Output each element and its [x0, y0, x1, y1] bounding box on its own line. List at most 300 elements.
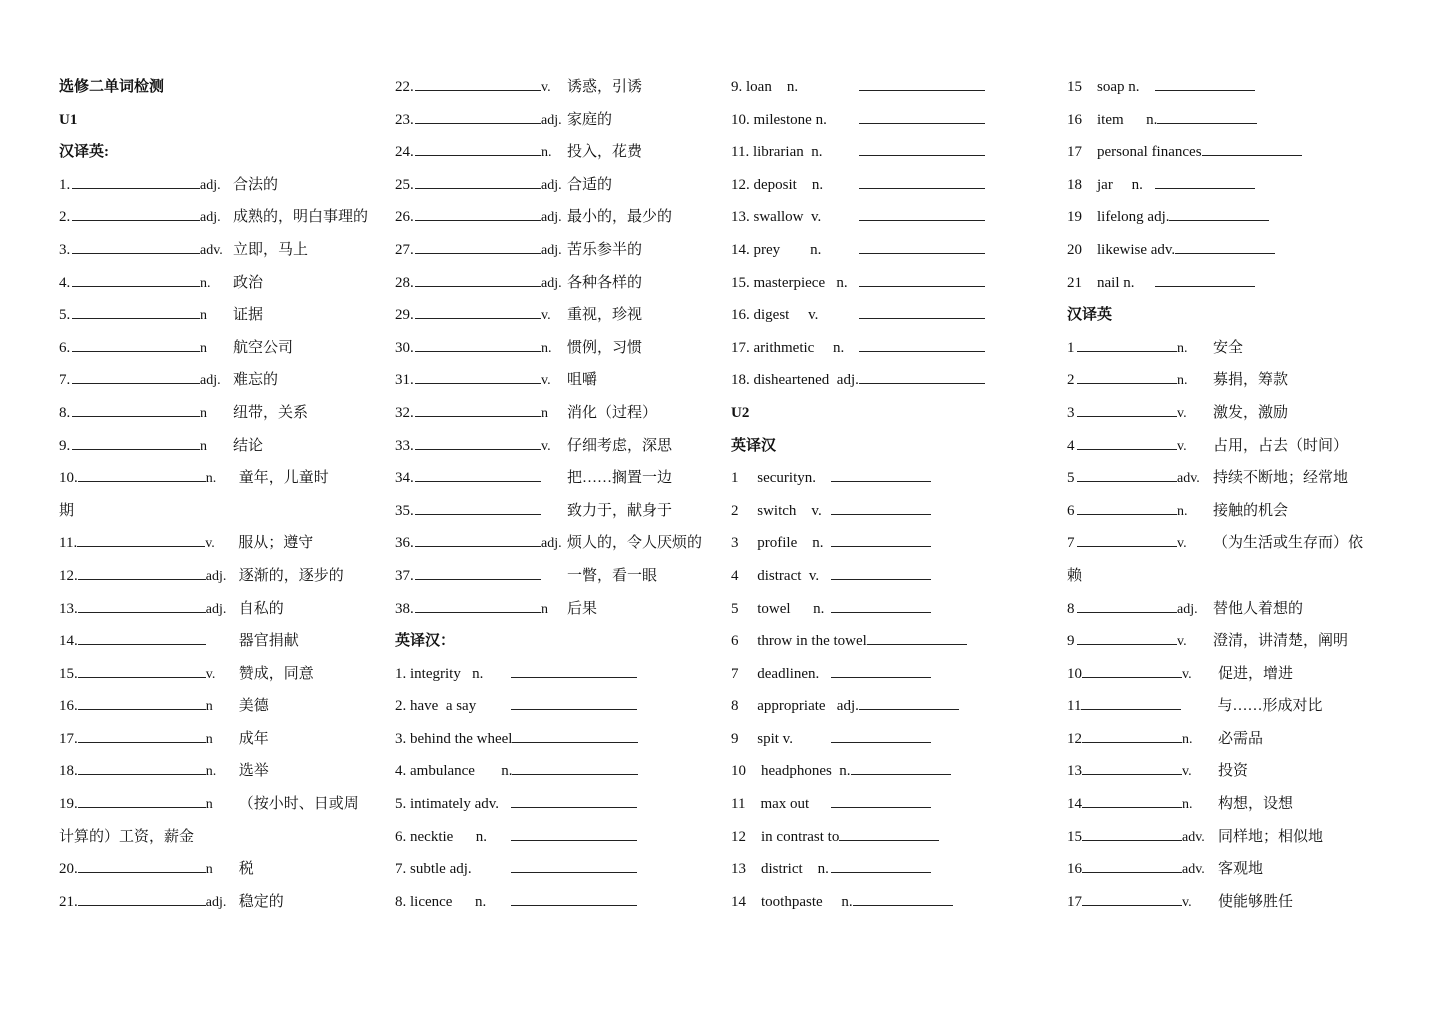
section-heading-zh-to-en: 汉译英:	[59, 144, 109, 161]
answer-blank[interactable]	[72, 365, 200, 384]
item-word: 13. swallow v.	[731, 209, 822, 226]
item-meaning: 致力于，献身于	[567, 502, 673, 519]
item-word: 3 profile n.	[731, 535, 824, 552]
answer-blank[interactable]	[72, 333, 200, 352]
item-pos: v.	[1182, 666, 1192, 682]
answer-blank[interactable]	[415, 398, 541, 417]
column-1	[59, 71, 379, 918]
item-pos: v.	[1177, 438, 1187, 454]
answer-blank[interactable]	[839, 822, 939, 841]
list-item	[395, 886, 715, 919]
list-item	[395, 234, 715, 267]
list-item	[59, 853, 379, 886]
answer-blank[interactable]	[853, 887, 953, 906]
item-pos: adv.	[1177, 471, 1200, 487]
item-pos: adj.	[541, 177, 562, 193]
list-item	[731, 299, 1051, 332]
list-item	[395, 593, 715, 626]
answer-blank[interactable]	[78, 561, 206, 580]
item-pos: n	[200, 340, 207, 356]
item-pos: n.	[1177, 340, 1188, 356]
answer-blank[interactable]	[415, 528, 541, 547]
answer-blank[interactable]	[1077, 496, 1177, 515]
list-item	[1067, 560, 1397, 593]
item-number: 3.	[59, 241, 71, 258]
item-pos: adj.	[205, 568, 227, 584]
answer-blank[interactable]	[72, 202, 200, 221]
list-item	[731, 560, 1051, 593]
item-number: 15.	[59, 665, 78, 682]
item-number: 35.	[395, 502, 414, 519]
list-item	[731, 495, 1051, 528]
item-word: 5. intimately adv.	[395, 796, 500, 813]
answer-blank[interactable]	[859, 300, 985, 319]
c4-zh-list	[1067, 332, 1397, 919]
answer-blank[interactable]	[511, 691, 637, 710]
list-item	[395, 104, 715, 137]
answer-blank[interactable]	[78, 691, 206, 710]
answer-blank[interactable]	[1169, 202, 1269, 221]
item-number: 5.	[59, 307, 71, 324]
answer-blank[interactable]	[415, 594, 541, 613]
item-number: 12	[1067, 730, 1082, 747]
item-number: 13	[1067, 763, 1082, 780]
answer-blank[interactable]	[415, 72, 541, 91]
item-number: 16.	[59, 698, 78, 715]
item-number: 28.	[395, 274, 414, 291]
item-number: 14	[1067, 796, 1082, 813]
item-word: 12. deposit n.	[731, 176, 824, 193]
answer-blank[interactable]	[1077, 626, 1177, 645]
answer-blank[interactable]	[1082, 854, 1182, 873]
item-meaning: 仔细考虑，深思	[567, 437, 673, 454]
item-meaning: 把……搁置一边	[567, 470, 673, 487]
item-meaning: 接触的机会	[1213, 502, 1289, 519]
item-pos: v.	[1177, 405, 1187, 421]
item-meaning: 纽带，关系	[233, 404, 309, 421]
list-item	[395, 462, 715, 495]
list-item	[395, 658, 715, 691]
answer-blank[interactable]	[859, 202, 985, 221]
list-item	[59, 267, 379, 300]
item-meaning: 募捐，筹款	[1213, 372, 1289, 389]
list-item	[1067, 788, 1397, 821]
item-word: 16 item n.	[1067, 111, 1158, 128]
section-heading-en-to-zh: 英译汉：	[395, 633, 456, 650]
item-meaning: 持续不断地；经常地	[1213, 470, 1349, 487]
item-meaning: 服从；遵守	[238, 535, 314, 552]
item-pos: adj.	[541, 242, 562, 258]
list-item	[395, 690, 715, 723]
item-pos: adj.	[200, 177, 221, 193]
answer-blank[interactable]	[1082, 789, 1182, 808]
item-meaning: 替他人着想的	[1213, 600, 1304, 617]
item-meaning: 证据	[233, 307, 264, 324]
list-item	[731, 593, 1051, 626]
item-pos: adv.	[1182, 829, 1205, 845]
list-item	[59, 593, 379, 626]
item-meaning: 后果	[567, 600, 598, 617]
list-item	[1067, 755, 1397, 788]
item-word: 1 securityn.	[731, 470, 816, 487]
list-item	[395, 527, 715, 560]
list-item	[1067, 201, 1397, 234]
answer-blank[interactable]	[415, 235, 541, 254]
item-pos: n	[200, 405, 207, 421]
item-meaning: 苦乐参半的	[567, 241, 643, 258]
list-item	[59, 364, 379, 397]
item-word: 11. librarian n.	[731, 144, 823, 161]
list-item	[59, 397, 379, 430]
item-pos: adj.	[541, 112, 562, 128]
item-meaning: 激发，激励	[1213, 404, 1289, 421]
list-item	[1067, 527, 1397, 560]
item-word: 12 in contrast to	[731, 828, 840, 845]
list-item	[731, 886, 1051, 919]
answer-blank[interactable]	[1077, 528, 1177, 547]
item-meaning: 结论	[233, 437, 264, 454]
item-pos: v.	[541, 80, 551, 95]
answer-blank[interactable]	[415, 268, 541, 287]
list-item	[59, 755, 379, 788]
item-pos: n	[205, 731, 213, 747]
answer-blank[interactable]	[1175, 235, 1275, 254]
item-number: 4.	[59, 274, 71, 291]
answer-blank[interactable]	[831, 561, 931, 580]
answer-blank[interactable]	[511, 822, 637, 841]
item-word: 8. licence n.	[395, 893, 487, 910]
list-item	[395, 430, 715, 463]
list-item	[395, 136, 715, 169]
item-pos: adj.	[200, 210, 221, 226]
item-meaning: 自私的	[238, 600, 284, 617]
item-pos: n.	[1177, 503, 1188, 519]
answer-blank[interactable]	[1202, 137, 1302, 156]
list-item	[731, 658, 1051, 691]
item-number: 9.	[59, 437, 71, 454]
answer-blank[interactable]	[1077, 333, 1177, 352]
item-word: 15 soap n.	[1067, 79, 1140, 95]
item-meaning: 投资	[1218, 763, 1249, 780]
answer-blank[interactable]	[78, 626, 206, 645]
answer-blank[interactable]	[78, 887, 206, 906]
item-number: 4	[1067, 437, 1075, 454]
answer-blank[interactable]	[511, 659, 637, 678]
item-meaning: 难忘的	[233, 372, 279, 389]
answer-blank[interactable]	[78, 594, 206, 613]
item-pos: n.	[1182, 797, 1193, 813]
answer-blank[interactable]	[77, 528, 205, 547]
answer-blank[interactable]	[415, 300, 541, 319]
answer-blank[interactable]	[1077, 398, 1177, 417]
item-number: 19.	[59, 796, 78, 813]
item-pos: n	[205, 797, 213, 813]
list-item	[395, 560, 715, 593]
answer-blank[interactable]	[859, 170, 985, 189]
item-pos: v.	[1182, 894, 1192, 910]
list-item	[395, 853, 715, 886]
answer-blank[interactable]	[78, 854, 206, 873]
answer-blank[interactable]	[1077, 431, 1177, 450]
answer-blank[interactable]	[859, 137, 985, 156]
item-meaning: 成年	[238, 730, 269, 747]
item-word: 20 likewise adv.	[1067, 241, 1176, 258]
item-meaning: 投入，花费	[567, 144, 643, 161]
section-heading-zh-to-en-u2: 汉译英	[1067, 307, 1113, 324]
answer-blank[interactable]	[1082, 822, 1182, 841]
answer-blank[interactable]	[1155, 268, 1255, 287]
answer-blank[interactable]	[415, 105, 541, 124]
list-item	[731, 821, 1051, 854]
item-meaning: 航空公司	[233, 339, 294, 356]
answer-blank[interactable]	[72, 170, 200, 189]
item-meaning: 器官捐献	[238, 633, 299, 650]
answer-blank[interactable]	[859, 268, 985, 287]
item-number: 2.	[59, 209, 71, 226]
item-meaning: 构想，设想	[1218, 796, 1294, 813]
item-meaning: 赞成，同意	[238, 665, 314, 682]
list-item	[1067, 495, 1397, 528]
item-meaning: 各种各样的	[567, 274, 643, 291]
answer-blank[interactable]	[831, 528, 931, 547]
answer-blank[interactable]	[1081, 691, 1181, 710]
list-item	[1067, 169, 1397, 202]
item-pos: adv.	[200, 242, 223, 258]
list-item	[395, 332, 715, 365]
item-pos: n	[200, 308, 207, 324]
item-number: 32.	[395, 404, 414, 421]
answer-blank[interactable]	[1077, 463, 1177, 482]
item-meaning: 合法的	[233, 176, 279, 193]
answer-blank[interactable]	[831, 496, 931, 515]
item-word: 11 max out	[731, 796, 810, 813]
list-item	[59, 201, 379, 234]
item-word: 7 deadlinen.	[731, 665, 820, 682]
answer-blank[interactable]	[1082, 756, 1182, 775]
item-meaning: 家庭的	[567, 111, 613, 128]
answer-blank[interactable]	[72, 300, 200, 319]
answer-blank[interactable]	[831, 594, 931, 613]
item-number: 7.	[59, 372, 71, 389]
item-meaning: 同样地；相似地	[1218, 828, 1324, 845]
answer-blank[interactable]	[78, 463, 206, 482]
answer-blank[interactable]	[415, 170, 541, 189]
list-item	[731, 71, 1051, 104]
item-number: 1.	[59, 176, 71, 193]
item-number: 17.	[59, 730, 78, 747]
item-meaning: 与……形成对比	[1217, 698, 1323, 715]
item-word: 15. masterpiece n.	[731, 274, 848, 291]
answer-blank[interactable]	[415, 561, 541, 580]
answer-blank[interactable]	[1082, 724, 1182, 743]
answer-blank[interactable]	[1082, 659, 1182, 678]
item-word: 3. behind the wheel	[395, 730, 513, 747]
list-item	[731, 853, 1051, 886]
item-number: 14.	[59, 633, 78, 650]
answer-blank[interactable]	[1157, 105, 1257, 124]
item-meaning: 政治	[233, 274, 264, 291]
item-word: 5 towel n.	[731, 600, 825, 617]
answer-blank[interactable]	[831, 463, 931, 482]
item-number: 15	[1067, 828, 1082, 845]
item-meaning: 诱惑，引诱	[567, 79, 643, 95]
answer-blank[interactable]	[859, 333, 985, 352]
list-item	[59, 430, 379, 463]
item-word: 9. loan n.	[731, 79, 799, 95]
item-number: 37.	[395, 567, 414, 584]
list-item	[59, 332, 379, 365]
list-item	[1067, 136, 1397, 169]
answer-blank[interactable]	[1082, 887, 1182, 906]
list-item	[59, 821, 379, 854]
item-word: 17 personal finances	[1067, 144, 1202, 161]
c1-list	[59, 169, 379, 919]
item-number: 36.	[395, 535, 414, 552]
list-item	[59, 690, 379, 723]
answer-blank[interactable]	[72, 235, 200, 254]
item-meaning: 使能够胜任	[1218, 893, 1294, 910]
item-word: 18 jar n.	[1067, 176, 1143, 193]
item-pos: n.	[205, 471, 217, 487]
answer-blank[interactable]	[72, 268, 200, 287]
item-meaning: 美德	[238, 698, 269, 715]
answer-blank[interactable]	[512, 724, 638, 743]
list-item	[59, 886, 379, 919]
answer-blank[interactable]	[1077, 365, 1177, 384]
answer-blank[interactable]	[831, 789, 931, 808]
list-item	[1067, 821, 1397, 854]
item-number: 11	[1067, 698, 1082, 715]
item-pos: adj.	[541, 275, 562, 291]
item-pos: n	[205, 862, 213, 878]
list-item	[395, 821, 715, 854]
item-number: 26.	[395, 209, 414, 226]
answer-blank[interactable]	[78, 724, 206, 743]
answer-blank[interactable]	[511, 887, 637, 906]
answer-blank[interactable]	[859, 72, 985, 91]
item-meaning: 税	[238, 861, 254, 878]
answer-blank[interactable]	[831, 724, 931, 743]
answer-blank[interactable]	[415, 137, 541, 156]
list-item	[1067, 234, 1397, 267]
list-item	[731, 169, 1051, 202]
list-item	[59, 462, 379, 495]
list-item	[731, 755, 1051, 788]
list-item	[731, 136, 1051, 169]
list-item	[395, 299, 715, 332]
list-item	[59, 560, 379, 593]
item-meaning: 计算的）工资，薪金	[59, 828, 195, 845]
answer-blank[interactable]	[415, 463, 541, 482]
item-meaning: 赖	[1067, 567, 1083, 584]
item-pos: adj.	[541, 210, 562, 226]
list-item	[59, 234, 379, 267]
item-number: 8	[1067, 600, 1075, 617]
answer-blank[interactable]	[1077, 594, 1177, 613]
item-number: 2	[1067, 372, 1075, 389]
c2-list	[395, 71, 715, 625]
answer-blank[interactable]	[511, 789, 637, 808]
answer-blank[interactable]	[831, 854, 931, 873]
item-number: 33.	[395, 437, 414, 454]
answer-blank[interactable]	[831, 659, 931, 678]
list-item	[395, 267, 715, 300]
item-pos: n	[205, 699, 213, 715]
item-meaning: 成熟的，明白事理的	[233, 209, 369, 226]
list-item	[59, 495, 379, 528]
item-meaning: 一瞥，看一眼	[567, 567, 658, 584]
answer-blank[interactable]	[1155, 170, 1255, 189]
item-pos: v.	[541, 308, 551, 324]
worksheet-title: 选修二单词检测	[59, 79, 165, 95]
item-number: 6	[1067, 502, 1075, 519]
column-2	[395, 71, 715, 918]
list-item	[1067, 853, 1397, 886]
answer-blank[interactable]	[859, 235, 985, 254]
list-item	[731, 788, 1051, 821]
answer-blank[interactable]	[859, 365, 985, 384]
item-number: 20.	[59, 861, 78, 878]
answer-blank[interactable]	[1155, 72, 1255, 91]
answer-blank[interactable]	[867, 626, 967, 645]
answer-blank[interactable]	[415, 333, 541, 352]
item-pos: n.	[200, 275, 211, 291]
answer-blank[interactable]	[78, 789, 206, 808]
answer-blank[interactable]	[72, 431, 200, 450]
c3-list	[731, 71, 1051, 397]
answer-blank[interactable]	[415, 431, 541, 450]
answer-blank[interactable]	[511, 854, 637, 873]
list-item	[731, 104, 1051, 137]
item-number: 25.	[395, 176, 414, 193]
item-number: 22.	[395, 79, 414, 95]
item-word: 2 switch v.	[731, 502, 822, 519]
item-pos: v.	[541, 373, 551, 389]
item-number: 24.	[395, 144, 414, 161]
answer-blank[interactable]	[851, 756, 951, 775]
item-number: 18.	[59, 763, 78, 780]
item-word: 10. milestone n.	[731, 111, 827, 128]
answer-blank[interactable]	[415, 202, 541, 221]
item-meaning: 选举	[238, 763, 269, 780]
answer-blank[interactable]	[512, 756, 638, 775]
unit-heading-u1: U1	[59, 111, 78, 128]
item-number: 6.	[59, 339, 71, 356]
list-item	[395, 755, 715, 788]
answer-blank[interactable]	[859, 105, 985, 124]
answer-blank[interactable]	[78, 659, 206, 678]
item-word: 16. digest v.	[731, 307, 819, 324]
item-word: 1. integrity n.	[395, 665, 484, 682]
item-number: 1	[1067, 339, 1075, 356]
list-item	[1067, 625, 1397, 658]
item-word: 6 throw in the towel	[731, 633, 867, 650]
item-meaning: 童年，儿童时	[238, 470, 329, 487]
item-pos: adj.	[1177, 601, 1198, 617]
list-item	[395, 364, 715, 397]
answer-blank[interactable]	[415, 496, 541, 515]
answer-blank[interactable]	[78, 756, 206, 775]
item-word: 13 district n.	[731, 861, 829, 878]
item-meaning: 立即，马上	[233, 241, 309, 258]
item-pos: v.	[1177, 634, 1187, 650]
answer-blank[interactable]	[415, 365, 541, 384]
item-number: 21.	[59, 893, 78, 910]
list-item	[1067, 430, 1397, 463]
answer-blank[interactable]	[72, 398, 200, 417]
item-number: 12.	[59, 567, 78, 584]
answer-blank[interactable]	[859, 691, 959, 710]
